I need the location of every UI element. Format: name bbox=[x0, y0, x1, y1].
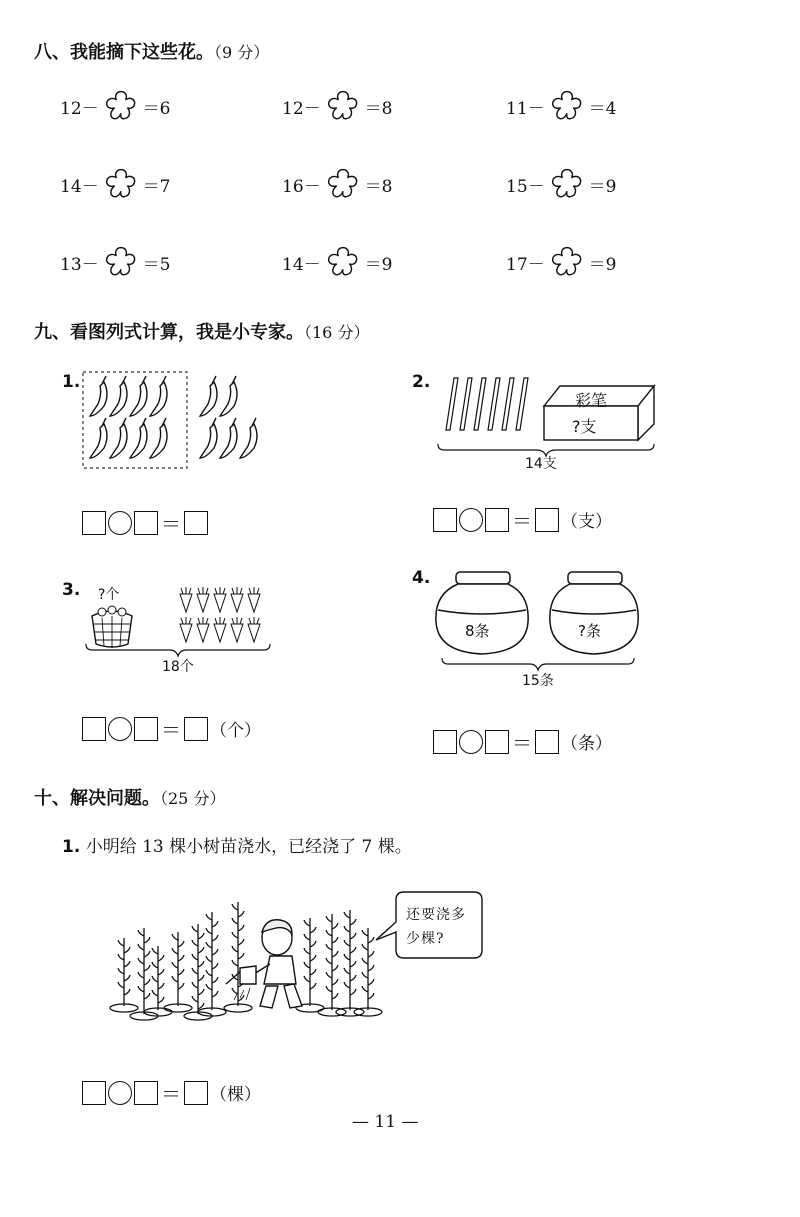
carrot-icon bbox=[180, 594, 192, 612]
equation-left: 14－ bbox=[60, 176, 99, 197]
pencil-icon bbox=[516, 378, 528, 430]
answer-box[interactable] bbox=[433, 508, 457, 532]
pepper-icon bbox=[150, 382, 167, 416]
problem-10-1-number: 1. bbox=[62, 837, 81, 857]
sapling-icon bbox=[172, 932, 184, 1006]
flower-icon bbox=[325, 244, 361, 280]
sapling-icon bbox=[344, 910, 356, 1010]
problem-4-number: 4. bbox=[412, 568, 431, 588]
basket-label: ?个 bbox=[98, 587, 120, 603]
answer-box[interactable] bbox=[82, 717, 106, 741]
pepper-icon bbox=[150, 424, 167, 458]
sapling-icon bbox=[152, 946, 164, 1010]
equation-right: ＝6 bbox=[142, 98, 171, 119]
flower-equation bbox=[60, 166, 170, 202]
pepper-icon bbox=[90, 424, 107, 458]
answer-row-10-1 bbox=[82, 1078, 261, 1107]
unit-label: （支） bbox=[561, 512, 612, 532]
section-9-heading bbox=[34, 318, 369, 344]
answer-box[interactable] bbox=[82, 1081, 106, 1105]
answer-row-3 bbox=[82, 714, 261, 743]
fish-jars-picture bbox=[432, 566, 644, 678]
equals-sign: ＝ bbox=[161, 512, 181, 536]
carrot-icon bbox=[248, 594, 260, 612]
problem-10-1 bbox=[62, 832, 412, 857]
problem-2-number: 2. bbox=[412, 372, 431, 392]
equation-right: ＝9 bbox=[364, 254, 393, 275]
flower-icon bbox=[325, 166, 361, 202]
flower-blank[interactable] bbox=[99, 88, 143, 124]
operator-circle[interactable] bbox=[108, 511, 132, 535]
pepper-icon bbox=[200, 382, 217, 416]
total-fish-label: 15条 bbox=[522, 673, 554, 689]
box-label-crayons: 彩笔 bbox=[575, 391, 608, 410]
equation-left: 14－ bbox=[282, 254, 321, 275]
flower-icon bbox=[549, 166, 585, 202]
equation-right: ＝7 bbox=[142, 176, 171, 197]
problem-3-number: 3. bbox=[62, 580, 81, 600]
peppers-picture bbox=[82, 368, 272, 472]
answer-box[interactable] bbox=[184, 1081, 208, 1105]
sapling-icon bbox=[192, 924, 204, 1014]
pepper-icon bbox=[200, 424, 217, 458]
equation-right: ＝9 bbox=[588, 176, 617, 197]
box-label-unknown: ?支 bbox=[572, 417, 597, 436]
answer-box[interactable] bbox=[134, 1081, 158, 1105]
sapling-icon bbox=[362, 928, 374, 1010]
carrot-icon bbox=[180, 624, 192, 642]
section-9-title: 九、看图列式计算，我是小专家。 bbox=[34, 322, 304, 343]
carrot-icon bbox=[231, 594, 243, 612]
section-8-score: （9 分） bbox=[214, 43, 270, 62]
flower-equation bbox=[506, 166, 616, 202]
flower-icon bbox=[549, 244, 585, 280]
carrot-icon bbox=[214, 594, 226, 612]
flower-icon bbox=[325, 88, 361, 124]
carrot-icon bbox=[197, 624, 209, 642]
flower-icon bbox=[549, 88, 585, 124]
equation-right: ＝5 bbox=[142, 254, 171, 275]
sapling-icon bbox=[304, 918, 316, 1006]
flower-blank[interactable] bbox=[545, 244, 589, 280]
jar-2-label: ?条 bbox=[578, 622, 601, 640]
flower-blank[interactable] bbox=[321, 244, 365, 280]
operator-circle[interactable] bbox=[108, 717, 132, 741]
section-10-heading bbox=[34, 784, 225, 810]
flower-icon bbox=[103, 166, 139, 202]
speech-bubble-line-1: 还要浇多 bbox=[406, 907, 466, 923]
operator-circle[interactable] bbox=[459, 508, 483, 532]
flower-equation bbox=[282, 244, 392, 280]
equals-sign: ＝ bbox=[512, 731, 532, 755]
sapling-icon bbox=[138, 928, 150, 1014]
answer-box[interactable] bbox=[535, 508, 559, 532]
equation-left: 12－ bbox=[282, 98, 321, 119]
equation-left: 13－ bbox=[60, 254, 99, 275]
pencil-icon bbox=[460, 378, 472, 430]
flower-equation bbox=[506, 244, 616, 280]
answer-box[interactable] bbox=[485, 508, 509, 532]
answer-box[interactable] bbox=[433, 730, 457, 754]
sapling-icon bbox=[118, 938, 130, 1006]
flower-icon bbox=[103, 88, 139, 124]
flower-blank[interactable] bbox=[321, 88, 365, 124]
flower-equation bbox=[282, 88, 392, 124]
section-9-score: （16 分） bbox=[304, 323, 370, 342]
flower-equation bbox=[506, 88, 616, 124]
pepper-icon bbox=[130, 424, 147, 458]
flower-icon bbox=[103, 244, 139, 280]
flower-equation bbox=[60, 88, 170, 124]
answer-row-4 bbox=[433, 727, 612, 756]
pepper-icon bbox=[220, 424, 237, 458]
equals-sign: ＝ bbox=[161, 1082, 181, 1106]
unit-label: （棵） bbox=[210, 1085, 261, 1105]
pepper-icon bbox=[110, 382, 127, 416]
total-carrots-label: 18个 bbox=[162, 659, 194, 675]
pencil-icon bbox=[502, 378, 514, 430]
section-10-title: 十、解决问题。 bbox=[34, 788, 160, 809]
jar-1-label: 8条 bbox=[465, 622, 490, 640]
sapling-icon bbox=[206, 912, 218, 1010]
carrot-icon bbox=[231, 624, 243, 642]
answer-box[interactable] bbox=[485, 730, 509, 754]
flower-blank[interactable] bbox=[545, 88, 589, 124]
speech-bubble-line-2: 少棵? bbox=[406, 931, 445, 947]
flower-blank[interactable] bbox=[99, 244, 143, 280]
equation-left: 15－ bbox=[506, 176, 545, 197]
page-number: — 11 — bbox=[352, 1112, 419, 1132]
answer-row-1 bbox=[82, 508, 208, 537]
section-8-title: 八、我能摘下这些花。 bbox=[34, 42, 214, 63]
equals-sign: ＝ bbox=[161, 718, 181, 742]
answer-box[interactable] bbox=[134, 717, 158, 741]
total-pencils-label: 14支 bbox=[525, 456, 557, 472]
answer-row-2 bbox=[433, 505, 612, 534]
operator-circle[interactable] bbox=[459, 730, 483, 754]
answer-box[interactable] bbox=[184, 717, 208, 741]
equation-left: 12－ bbox=[60, 98, 99, 119]
operator-circle[interactable] bbox=[108, 1081, 132, 1105]
equation-right: ＝8 bbox=[364, 176, 393, 197]
equals-sign: ＝ bbox=[512, 509, 532, 533]
sapling-icon bbox=[232, 902, 244, 1006]
flower-blank[interactable] bbox=[99, 166, 143, 202]
equation-left: 16－ bbox=[282, 176, 321, 197]
pepper-icon bbox=[110, 424, 127, 458]
flower-blank[interactable] bbox=[545, 166, 589, 202]
pencil-icon bbox=[488, 378, 500, 430]
pepper-icon bbox=[240, 424, 257, 458]
equation-right: ＝9 bbox=[588, 254, 617, 275]
equation-left: 17－ bbox=[506, 254, 545, 275]
pepper-icon bbox=[130, 382, 147, 416]
equation-right: ＝4 bbox=[588, 98, 617, 119]
flower-equation bbox=[60, 244, 170, 280]
pencil-icon bbox=[474, 378, 486, 430]
pepper-icon bbox=[90, 382, 107, 416]
carrot-icon bbox=[248, 624, 260, 642]
section-10-score: （25 分） bbox=[160, 789, 226, 808]
equation-right: ＝8 bbox=[364, 98, 393, 119]
carrot-icon bbox=[214, 624, 226, 642]
pepper-icon bbox=[220, 382, 237, 416]
answer-box[interactable] bbox=[184, 511, 208, 535]
carrot-icon bbox=[197, 594, 209, 612]
problem-10-1-text: 小明给 13 棵小树苗浇水，已经浇了 7 棵。 bbox=[85, 837, 412, 857]
answer-box[interactable] bbox=[535, 730, 559, 754]
sapling-icon bbox=[326, 914, 338, 1010]
section-8-heading bbox=[34, 38, 269, 64]
pencil-icon bbox=[446, 378, 458, 430]
problem-1-number: 1. bbox=[62, 372, 81, 392]
equation-left: 11－ bbox=[506, 98, 545, 119]
unit-label: （个） bbox=[210, 721, 261, 741]
answer-box[interactable] bbox=[134, 511, 158, 535]
flower-equation bbox=[282, 166, 392, 202]
flower-blank[interactable] bbox=[321, 166, 365, 202]
unit-label: （条） bbox=[561, 734, 612, 754]
answer-box[interactable] bbox=[82, 511, 106, 535]
